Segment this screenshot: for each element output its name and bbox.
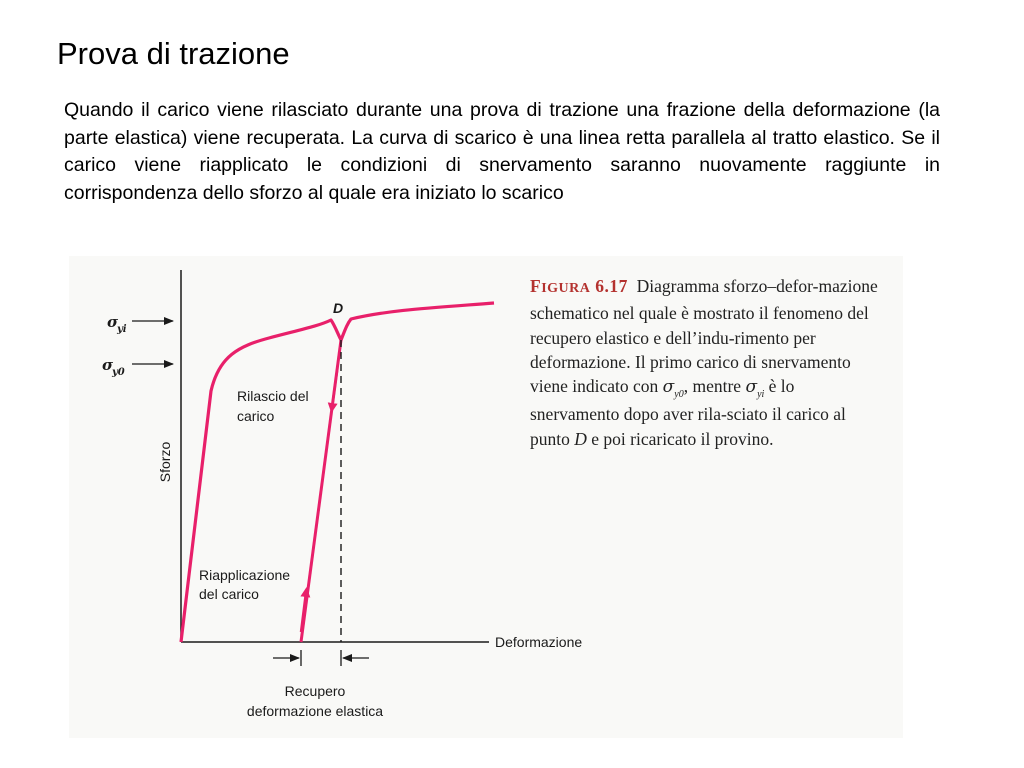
slide-title: Prova di trazione bbox=[57, 36, 290, 71]
caption-sigma-y0: σ bbox=[662, 377, 675, 398]
recovery-label-line1: Recupero bbox=[284, 683, 346, 699]
slide-body-text: Quando il carico viene rilasciato durante una prova di trazione una frazione della deformazione (la parte elastica) viene recuperata. La curva di scarico è una linea retta parallela al tratto elastico. Se il carico viene riapplicato le condizioni di snervamento saranno nuovamente raggiunte in corrispondenza dello sforzo al quale era iniziato lo scarico bbox=[64, 99, 940, 204]
figure-caption bbox=[530, 274, 887, 451]
caption-text-2: , mentre bbox=[683, 376, 742, 397]
sigma-y0-symbol: σ bbox=[102, 356, 114, 374]
x-axis-label: Deformazione bbox=[495, 634, 583, 650]
caption-text-1: Diagramma sforzo–defor-mazione schematico nel quale è mostrato il fenomeno del recupero elastico e dell’indu-rimento per deformazione. Il primo carico di snervamento viene indicato con bbox=[530, 276, 878, 397]
sigma-yi-symbol: σ bbox=[107, 313, 119, 331]
sigma-yi-subscript: yi bbox=[117, 324, 127, 335]
sigma-yi-marker bbox=[107, 313, 173, 335]
release-label-line2: carico bbox=[237, 408, 275, 424]
caption-sigma-yi: σ bbox=[745, 377, 758, 398]
recovery-dimension-arrows bbox=[273, 650, 369, 666]
caption-text-3: è lo snervamento dopo aver rila-sciato il carico al punto bbox=[530, 376, 846, 449]
release-label-line1: Rilascio del bbox=[237, 388, 309, 404]
caption-text-4: e poi ricaricato il provino. bbox=[591, 428, 774, 449]
stress-strain-figure bbox=[69, 256, 903, 738]
figure-number: 6.17 bbox=[595, 276, 628, 296]
reapply-label-line2: del carico bbox=[199, 586, 259, 602]
figure-word-rest: IGURA bbox=[541, 281, 591, 296]
release-arrow bbox=[332, 371, 337, 408]
point-d-label: D bbox=[333, 300, 344, 316]
figure-caption-heading bbox=[530, 276, 628, 296]
caption-point-d: D bbox=[574, 428, 587, 449]
y-axis-label: Sforzo bbox=[157, 441, 173, 483]
caption-sigma-yi-subscript: yi bbox=[757, 389, 765, 401]
figure-word-first-letter: F bbox=[530, 276, 542, 296]
reapply-label-line1: Riapplicazione bbox=[199, 567, 291, 583]
caption-sigma-y0-subscript: y0 bbox=[674, 389, 684, 401]
sigma-y0-marker bbox=[102, 356, 173, 378]
sigma-y0-subscript: y0 bbox=[112, 367, 125, 378]
recovery-label-line2: deformazione elastica bbox=[246, 703, 384, 719]
